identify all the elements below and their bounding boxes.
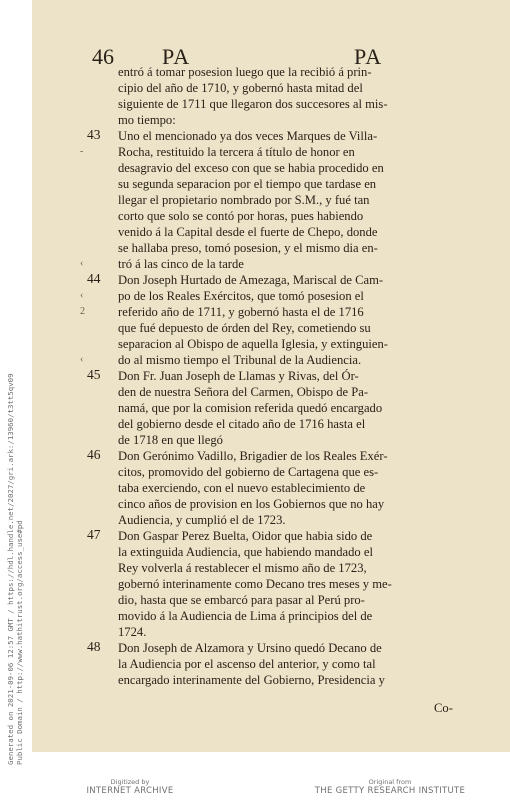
text-line: Rocha, restituido la tercera á título de honor en	[118, 145, 355, 159]
text-line: Don Fr. Juan Joseph de Llamas y Rivas, del Ór-	[118, 369, 359, 383]
text-line: se hallaba preso, tomó posesion, y el mismo dia en-	[118, 241, 378, 255]
entry-number: 44	[87, 271, 101, 286]
footer	[0, 778, 510, 800]
text-line: separacion al Obispo de aquella Iglesia, y extinguien-	[118, 337, 388, 351]
text-line: den de nuestra Señora del Carmen, Obispo de Pa-	[118, 385, 369, 399]
margin-mark: ‹	[80, 258, 84, 269]
margin-mark: ‹	[80, 290, 84, 301]
text-line: referido año de 1711, y gobernó hasta el de 1716	[118, 305, 364, 319]
text-line: Don Joseph Hurtado de Amezaga, Mariscal de Cam-	[118, 273, 384, 287]
original-from-label: Original from	[368, 778, 412, 786]
text-line: po de los Reales Exércitos, que tomó posesion el	[118, 289, 364, 303]
text-line: taba exerciendo, con el nuevo establecimiento de	[118, 481, 366, 495]
text-line: entró á tomar posesion luego que la recibió á prin-	[118, 65, 372, 79]
text-line: dio, hasta que se embarcó para pasar al Perú pro-	[118, 593, 365, 607]
book-page	[32, 0, 510, 752]
entry-number: 45	[87, 367, 101, 382]
digitized-by-block	[70, 778, 190, 796]
digitized-by-label: Digitized by	[110, 778, 150, 786]
text-line: la Audiencia por el ascenso del anterior, y como tal	[118, 657, 376, 671]
entry-number: 43	[87, 127, 101, 142]
entry-number: 46	[87, 447, 101, 462]
text-line: desagravio del exceso con que se habia procedido en	[118, 161, 384, 175]
text-line: 1724.	[118, 625, 147, 639]
text-line: Rey volverla á restablecer el mismo año de 1723,	[118, 561, 367, 575]
text-line: movido á la Audiencia de Lima á principios del de	[118, 609, 373, 623]
running-title-left: PA	[162, 44, 191, 69]
catchword: Co-	[434, 701, 453, 715]
margin-mark: ‹	[80, 354, 84, 365]
text-line: Don Gaspar Perez Buelta, Oidor que habia sido de	[118, 529, 373, 543]
text-line: encargado interinamente del Gobierno, Presidencia y	[118, 673, 385, 687]
text-line: Uno el mencionado ya dos veces Marques de Villa-	[118, 129, 378, 143]
text-line: llegar el propietario nombrado por S.M., y fué tan	[118, 193, 370, 207]
text-line: del gobierno desde el citado año de 1716 hasta el	[118, 417, 366, 431]
stamp-line-2: Public Domain / http://www.hathitrust.org/access_use#pd	[15, 520, 24, 765]
entry-number: 48	[87, 639, 101, 654]
text-line: citos, promovido del gobierno de Cartagena que es-	[118, 465, 379, 479]
text-line: gobernó interinamente como Decano tres meses y me-	[118, 577, 392, 591]
text-line: la extinguida Audiencia, que habiendo mandado el	[118, 545, 373, 559]
stamp-line-1: Generated on 2021-09-06 12:57 GMT / https://hdl.handle.net/2027/gri.ark:/13960/t3tt5qv09	[6, 373, 15, 765]
text-line: Don Joseph de Alzamora y Ursino quedó Decano de	[118, 641, 382, 655]
text-line: namá, que por la comision referida quedó encargado	[118, 401, 383, 415]
text-line: tró á las cinco de la tarde	[118, 257, 244, 271]
page-number: 46	[92, 44, 114, 69]
text-line: de 1718 en que llegó	[118, 433, 223, 447]
text-line: Audiencia, y cumplió el de 1723.	[118, 513, 286, 527]
margin-mark: 2	[80, 306, 85, 317]
running-title-right: PA	[354, 44, 383, 69]
text-line: venido á la Capital desde el fuerte de Chepo, donde	[118, 225, 378, 239]
text-line: do al mismo tiempo el Tribunal de la Audiencia.	[118, 353, 362, 367]
hathitrust-stamp	[6, 373, 24, 765]
text-line: cinco años de provision en los Gobiernos que no hay	[118, 497, 385, 511]
getty-label: THE GETTY RESEARCH INSTITUTE	[314, 786, 466, 796]
text-line: cipio del año de 1710, y gobernó hasta mitad del	[118, 81, 363, 95]
text-line: mo tiempo:	[118, 113, 176, 127]
text-line: Don Gerónimo Vadillo, Brigadier de los Reales Exér-	[118, 449, 388, 463]
text-line: corto que solo se contó por horas, pues habiendo	[118, 209, 364, 223]
text-line: que fué depuesto de órden del Rey, cometiendo su	[118, 321, 371, 335]
text-line: siguiente de 1711 que llegaron dos succesores al mis-	[118, 97, 388, 111]
margin-mark: -	[80, 146, 84, 157]
entry-number: 47	[87, 527, 101, 542]
internet-archive-label: INTERNET ARCHIVE	[86, 786, 174, 796]
text-line: su segunda separacion por el tiempo que tardase en	[118, 177, 377, 191]
original-from-block	[300, 778, 480, 796]
